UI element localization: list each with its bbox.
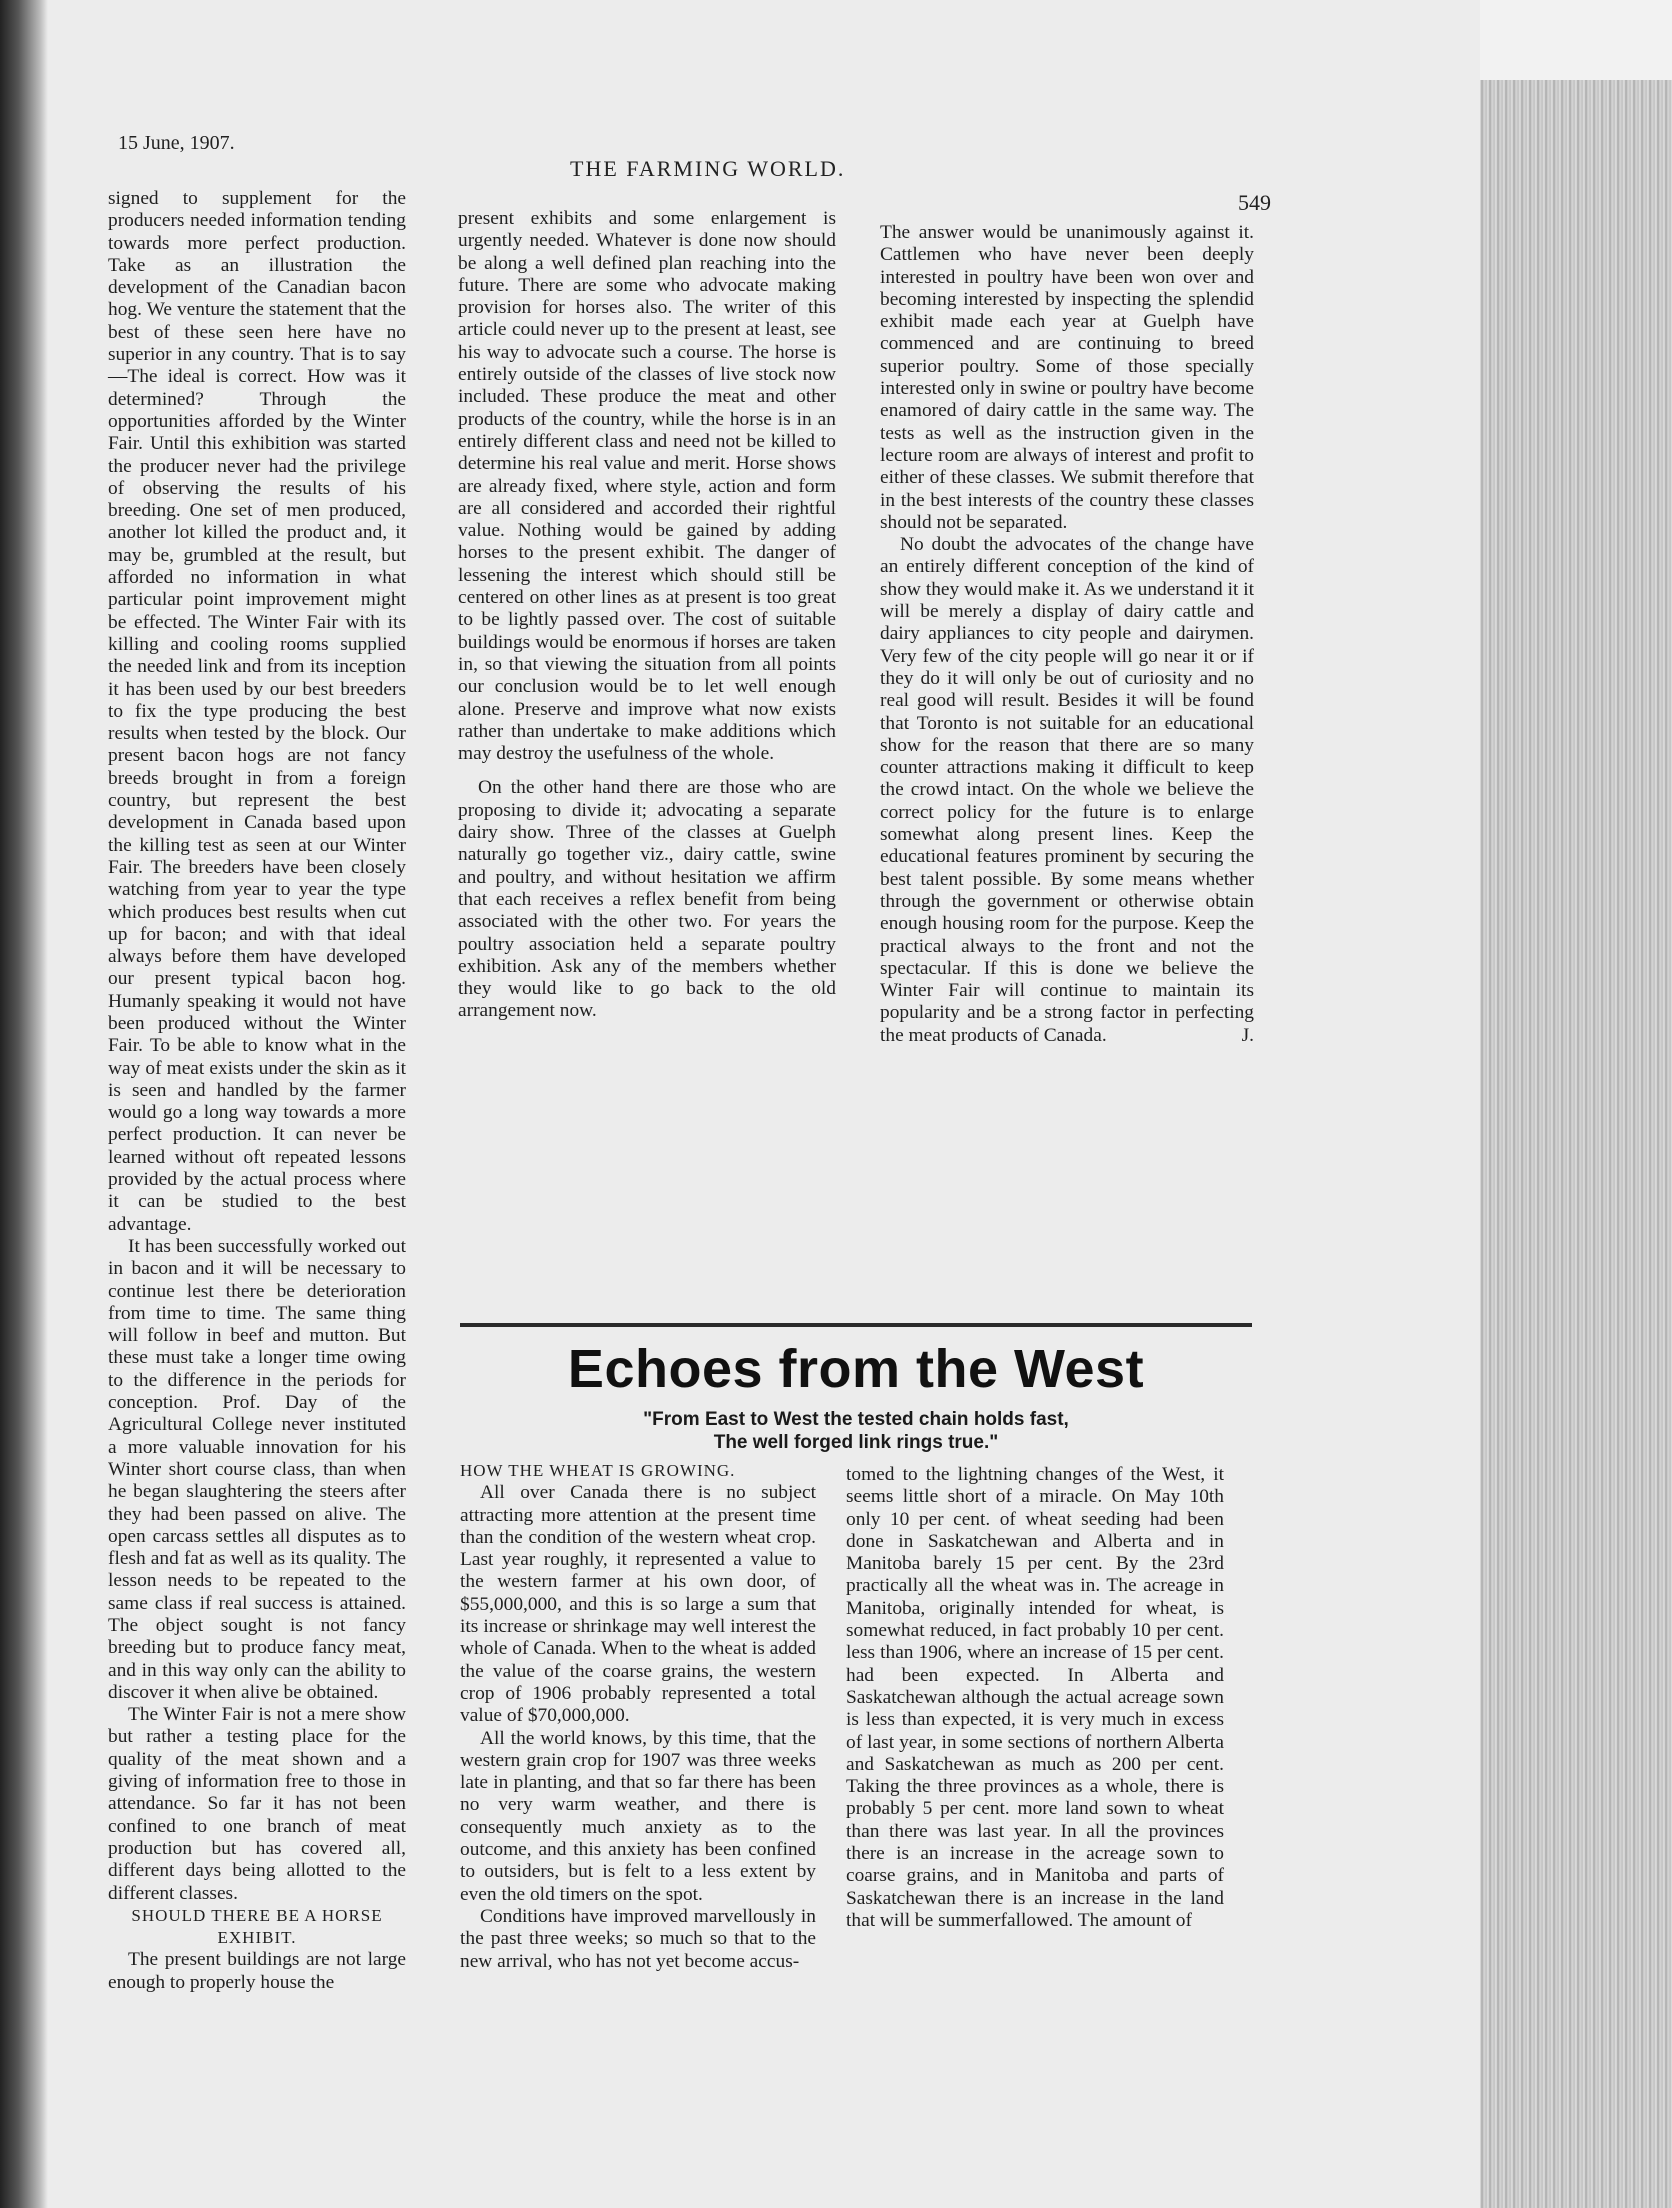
col1-paragraph-1: signed to supplement for the producers needed information tending towards more perfect production. Take as an illustration the development of the Canadian bacon hog. We venture the statement that the best of these seen here have no superior in any country. That is to say—The ideal is correct. How was it determined? Through the opportunities afforded by the Winter Fair. Until this exhibition was started the producer never had the privilege of observing the results of his breeding. One set of men produced, another lot killed the product and, it may be, grumbled at the result, but afforded no information in what particular point improvement might be effected. The Winter Fair with its killing and cooling rooms supplied the needed link and from its inception it has been used by our best breeders to fix the type producing the best results when tested by the block. Our present bacon hogs are not fancy breeds brought in from a foreign country, but represent the best development in Canada based upon the killing test as seen at our Winter Fair. The breeders have been closely watching from year to year the type which produces best results when cut up for bacon; and with that ideal always before them have developed our present typical bacon hog. Humanly speaking it would not have been produced without the Winter Fair. To be able to know what in the way of meat exists under the skin as it is seen and handled by the farmer would go a long way towards a more perfect production. It can never be learned without oft repeated lessons provided by the actual process where it can be studied to the best advantage. bbox=[108, 188, 406, 1235]
echoes-title: Echoes from the West bbox=[567, 1339, 1145, 1399]
page-date: 15 June, 1907. bbox=[118, 132, 235, 154]
echoes-left-paragraph-3: Conditions have improved marvellously in the past three weeks; so much so that to the new arrival, who has not yet become accus- bbox=[460, 1905, 816, 1972]
col1-paragraph-3: The Winter Fair is not a mere show but rather a testing place for the quality of the meat shown and a giving of information free to those in attendance. So far it has not been confined to one branch of meat production but has covered all, different days being allotted to the different classes. bbox=[108, 1704, 406, 1904]
book-gutter bbox=[0, 0, 48, 2208]
column-2 bbox=[458, 208, 836, 1023]
section-rule bbox=[460, 1323, 1252, 1327]
column-1 bbox=[108, 188, 406, 1994]
col1-subhead: SHOULD THERE BE A HORSE EXHIBIT. bbox=[131, 1905, 383, 1948]
column-3 bbox=[880, 222, 1254, 1047]
echoes-left-paragraph-1: All over Canada there is no subject attracting more attention at the present time than the condition of the western wheat crop. Last year roughly, it represented a value to the western farmer at his own door, of $55,000,000, and this is so large a sum that its increase or shrinkage may well interest the whole of Canada. When to the wheat is added the value of the coarse grains, the western crop of 1906 probably represented a total value of $70,000,000. bbox=[460, 1482, 816, 1727]
col1-paragraph-2: It has been successfully worked out in bacon and it will be necessary to continue lest there be deterioration from time to time. The same thing will follow in beef and mutton. But these must take a longer time owing to the difference in the periods for conception. Prof. Day of the Agricultural College never instituted a more valuable innovation for his Winter short course class, than when he began slaughtering the steers after they had been passed on alive. The open carcass settles all disputes as to flesh and fat as well as its quality. The lesson needs to be repeated to the same class if real success is attained. The object sought is not fancy breeding but to produce fancy meat, and in this way only can the ability to discover it when alive be obtained. bbox=[108, 1235, 406, 1703]
col2-paragraph-1: present exhibits and some enlargement is urgently needed. Whatever is done now should be along a well defined plan reaching into the future. There are some who advocate making provision for horses also. The writer of this article could never up to the present at least, see his way to advocate such a course. The horse is entirely outside of the classes of live stock now included. These produce the meat and other products of the country, while the horse is in an entirely different class and need not be killed to determine his real value and merit. Horse shows are already fixed, where style, action and form are all considered and accorded their rightful value. Nothing would be gained by adding horses to the present exhibit. The danger of lessening the interest which should still be centered on other lines as at present is too great to be lightly passed over. The cost of suitable buildings would be enormous if horses are taken in, so that viewing the situation from all points our conclusion would be to let well enough alone. Preserve and improve what now exists rather than undertake to make additions which may destroy the usefulness of the whole. bbox=[458, 208, 836, 765]
page-edge-top bbox=[1470, 0, 1672, 80]
col3-paragraph-2: No doubt the advocates of the change have an entirely different conception of the kind of show they would make it. As we understand it it will be merely a display of dairy cattle and dairy appliances to city people and dairymen. Very few of the city people will go near it or if they do it will only be out of curiosity and no real good will result. Besides it will be found that Toronto is not suitable for an educational show for the reason that there are so many counter attractions making it difficult to keep the crowd intact. On the whole we believe the correct policy for the future is to enlarge somewhat along present lines. Keep the educational features prominent by securing the best talent possible. By some means whether through the government or otherwise obtain enough housing room for the purpose. Keep the practical always to the front and not the spectacular. If this is done we believe the Winter Fair will continue to maintain its popularity and be a strong factor in perfecting the meat products of Canada. bbox=[880, 534, 1254, 1046]
echoes-column-right bbox=[846, 1464, 1224, 1932]
page-masthead: THE FARMING WORLD. bbox=[570, 156, 846, 181]
echoes-quote bbox=[460, 1408, 1252, 1454]
book-page-edges bbox=[1470, 80, 1672, 2208]
echoes-column-left bbox=[460, 1460, 816, 1973]
col3-paragraph-1: The answer would be unanimously against it. Cattlemen who have never been deeply interested in poultry have been won over and becoming interested by inspecting the splendid exhibit made each year at Guelph have commenced and are continuing to breed superior poultry. Some of those specially interested only in swine or poultry have become enamored of dairy cattle in the same way. The tests as well as the instruction given in the lecture room are always of interest and profit to either of these classes. We submit therefore that in the best interests of the country these classes should not be separated. bbox=[880, 222, 1254, 533]
echoes-quote-line-2: The well forged link rings true." bbox=[713, 1432, 999, 1453]
echoes-right-paragraph-1: tomed to the lightning changes of the West, it seems little short of a miracle. On May 10th only 10 per cent. of wheat seeding had been done in Saskatchewan and Alberta and in Manitoba barely 15 per cent. By the 23rd practically all the wheat was in. The acreage in Manitoba, originally intended for wheat, is somewhat reduced, in fact probably 10 per cent. less than 1906, where an increase of 15 per cent. had been expected. In Alberta and Saskatchewan although the actual acreage sown is less than expected, it is very much in excess of last year, in some sections of northern Alberta and Saskatchewan as much as 200 per cent. Taking the three provinces as a whole, there is probably 5 per cent. more land sown to wheat than there was last year. In all the provinces there is an increase in the acreage sown to coarse grains, and in Manitoba and parts of Saskatchewan there is an increase in the land that will be summerfallowed. The amount of bbox=[846, 1464, 1224, 1931]
page-number: 549 bbox=[1238, 190, 1271, 215]
echoes-quote-line-1: "From East to West the tested chain holds fast, bbox=[643, 1409, 1069, 1430]
echoes-left-paragraph-2: All the world knows, by this time, that the western grain crop for 1907 was three weeks late in planting, and that so far there has been no very warm weather, and there is consequently much anxiety as to the outcome, and this anxiety has been confined to outsiders, but is felt to a less extent by even the old timers on the spot. bbox=[460, 1727, 816, 1905]
echoes-subhead: HOW THE WHEAT IS GROWING. bbox=[460, 1461, 736, 1480]
col2-paragraph-2: On the other hand there are those who are proposing to divide it; advocating a separate dairy show. Three of the classes at Guelph naturally go together viz., dairy cattle, swine and poultry, and without hesitation we affirm that each receives a reflex benefit from being associated with the other two. For years the poultry association held a separate poultry exhibition. Ask any of the members whether they would like to go back to the old arrangement now. bbox=[458, 777, 836, 1022]
col1-paragraph-4: The present buildings are not large enough to properly house the bbox=[108, 1949, 406, 1993]
col3-signature: J. bbox=[1241, 1024, 1254, 1046]
